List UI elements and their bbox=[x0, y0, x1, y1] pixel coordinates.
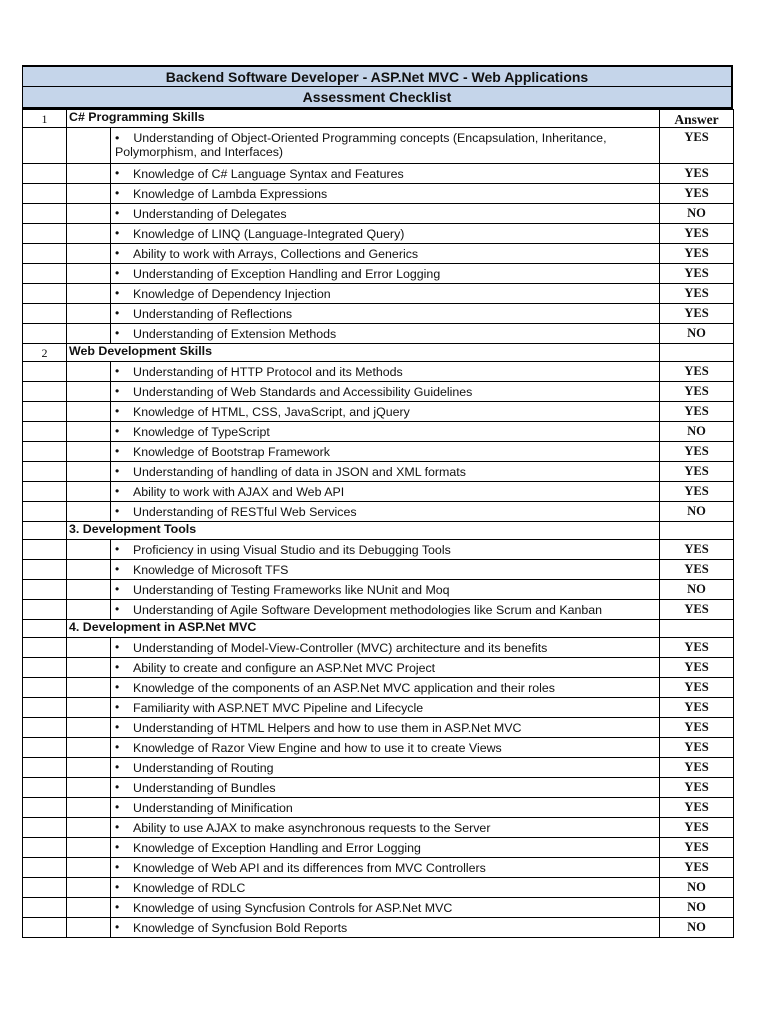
checklist-item bbox=[111, 402, 660, 422]
bullet-icon: • bbox=[115, 504, 120, 518]
number-cell bbox=[23, 818, 67, 838]
bullet-icon: • bbox=[115, 206, 120, 220]
indent-cell bbox=[67, 502, 111, 522]
indent-cell bbox=[67, 164, 111, 184]
item-text: Knowledge of C# Language Syntax and Features bbox=[133, 167, 404, 181]
table-row bbox=[23, 324, 734, 344]
table-row bbox=[23, 878, 734, 898]
bullet-icon: • bbox=[115, 800, 120, 814]
indent-cell bbox=[67, 482, 111, 502]
bullet-icon: • bbox=[115, 760, 120, 774]
indent-cell bbox=[67, 224, 111, 244]
table-row bbox=[23, 818, 734, 838]
table-row bbox=[23, 244, 734, 264]
item-text: Ability to work with Arrays, Collections and Generics bbox=[133, 247, 419, 261]
bullet-icon: • bbox=[115, 840, 120, 854]
answer-cell: YES bbox=[660, 264, 734, 284]
table-row bbox=[23, 184, 734, 204]
item-text: Understanding of HTTP Protocol and its Methods bbox=[133, 365, 403, 379]
number-cell bbox=[23, 718, 67, 738]
indent-cell bbox=[67, 580, 111, 600]
item-text: Knowledge of Web API and its differences from MVC Controllers bbox=[133, 861, 486, 875]
item-text: Understanding of handling of data in JSON and XML formats bbox=[133, 465, 466, 479]
bullet-icon: • bbox=[115, 562, 120, 576]
answer-cell: YES bbox=[660, 818, 734, 838]
item-text: Understanding of Extension Methods bbox=[133, 327, 337, 341]
checklist-item bbox=[111, 382, 660, 402]
document-subtitle: Assessment Checklist bbox=[22, 87, 733, 109]
checklist-item bbox=[111, 204, 660, 224]
table-row bbox=[23, 304, 734, 324]
bullet-icon: • bbox=[115, 306, 120, 320]
checklist-item bbox=[111, 658, 660, 678]
bullet-icon: • bbox=[115, 820, 120, 834]
number-cell bbox=[23, 128, 67, 164]
indent-cell bbox=[67, 838, 111, 858]
section-number bbox=[23, 620, 67, 638]
checklist-body bbox=[23, 110, 734, 938]
bullet-icon: • bbox=[115, 246, 120, 260]
table-row bbox=[23, 838, 734, 858]
indent-cell bbox=[67, 878, 111, 898]
answer-cell: NO bbox=[660, 422, 734, 442]
number-cell bbox=[23, 402, 67, 422]
answer-cell: YES bbox=[660, 284, 734, 304]
checklist-item bbox=[111, 502, 660, 522]
table-row bbox=[23, 422, 734, 442]
indent-cell bbox=[67, 818, 111, 838]
indent-cell bbox=[67, 858, 111, 878]
answer-cell: YES bbox=[660, 658, 734, 678]
checklist-item bbox=[111, 738, 660, 758]
answer-cell: YES bbox=[660, 382, 734, 402]
bullet-icon: • bbox=[115, 326, 120, 340]
table-row bbox=[23, 898, 734, 918]
table-row bbox=[23, 580, 734, 600]
section-number: 2 bbox=[23, 344, 67, 362]
table-row bbox=[23, 362, 734, 382]
table-row bbox=[23, 128, 734, 164]
answer-cell: YES bbox=[660, 128, 734, 164]
table-row bbox=[23, 698, 734, 718]
number-cell bbox=[23, 738, 67, 758]
indent-cell bbox=[67, 402, 111, 422]
item-text: Ability to create and configure an ASP.Net MVC Project bbox=[133, 661, 436, 675]
indent-cell bbox=[67, 362, 111, 382]
number-cell bbox=[23, 838, 67, 858]
answer-cell: YES bbox=[660, 858, 734, 878]
table-row bbox=[23, 798, 734, 818]
indent-cell bbox=[67, 778, 111, 798]
indent-cell bbox=[67, 678, 111, 698]
checklist-item bbox=[111, 422, 660, 442]
number-cell bbox=[23, 204, 67, 224]
section-header-row bbox=[23, 110, 734, 128]
number-cell bbox=[23, 164, 67, 184]
answer-cell: YES bbox=[660, 402, 734, 422]
checklist-item bbox=[111, 798, 660, 818]
checklist-item bbox=[111, 918, 660, 938]
item-text: Understanding of Object-Oriented Programming concepts (Encapsulation, Inheritance, Polymorphism, and Interfaces) bbox=[115, 131, 607, 159]
checklist-item bbox=[111, 600, 660, 620]
bullet-icon: • bbox=[115, 424, 120, 438]
checklist-item bbox=[111, 224, 660, 244]
table-row bbox=[23, 482, 734, 502]
number-cell bbox=[23, 798, 67, 818]
answer-cell: YES bbox=[660, 560, 734, 580]
indent-cell bbox=[67, 540, 111, 560]
bullet-icon: • bbox=[115, 720, 120, 734]
indent-cell bbox=[67, 442, 111, 462]
item-text: Understanding of Routing bbox=[133, 761, 274, 775]
answer-cell: YES bbox=[660, 482, 734, 502]
table-row bbox=[23, 658, 734, 678]
indent-cell bbox=[67, 304, 111, 324]
answer-cell: YES bbox=[660, 164, 734, 184]
item-text: Knowledge of Lambda Expressions bbox=[133, 187, 328, 201]
indent-cell bbox=[67, 382, 111, 402]
number-cell bbox=[23, 698, 67, 718]
checklist-item bbox=[111, 482, 660, 502]
number-cell bbox=[23, 442, 67, 462]
table-row bbox=[23, 382, 734, 402]
answer-cell: YES bbox=[660, 462, 734, 482]
table-row bbox=[23, 164, 734, 184]
section-title: 4. Development in ASP.Net MVC bbox=[67, 620, 660, 638]
bullet-icon: • bbox=[115, 131, 120, 145]
answer-cell: YES bbox=[660, 698, 734, 718]
checklist-item bbox=[111, 818, 660, 838]
checklist-item bbox=[111, 244, 660, 264]
bullet-icon: • bbox=[115, 266, 120, 280]
item-text: Knowledge of the components of an ASP.Net MVC application and their roles bbox=[133, 681, 555, 695]
answer-cell: NO bbox=[660, 898, 734, 918]
number-cell bbox=[23, 304, 67, 324]
indent-cell bbox=[67, 204, 111, 224]
number-cell bbox=[23, 382, 67, 402]
indent-cell bbox=[67, 758, 111, 778]
indent-cell bbox=[67, 718, 111, 738]
item-text: Understanding of Testing Frameworks like NUnit and Moq bbox=[133, 583, 450, 597]
answer-cell: YES bbox=[660, 678, 734, 698]
checklist-table bbox=[22, 109, 734, 938]
item-text: Understanding of Delegates bbox=[133, 207, 287, 221]
bullet-icon: • bbox=[115, 700, 120, 714]
checklist-item bbox=[111, 184, 660, 204]
bullet-icon: • bbox=[115, 226, 120, 240]
section-header-row bbox=[23, 620, 734, 638]
checklist-item bbox=[111, 560, 660, 580]
indent-cell bbox=[67, 324, 111, 344]
table-row bbox=[23, 678, 734, 698]
item-text: Knowledge of LINQ (Language-Integrated Query) bbox=[133, 227, 405, 241]
section-header-row bbox=[23, 344, 734, 362]
indent-cell bbox=[67, 698, 111, 718]
number-cell bbox=[23, 284, 67, 304]
indent-cell bbox=[67, 918, 111, 938]
number-cell bbox=[23, 918, 67, 938]
checklist-item bbox=[111, 324, 660, 344]
item-text: Knowledge of TypeScript bbox=[133, 425, 270, 439]
bullet-icon: • bbox=[115, 582, 120, 596]
table-row bbox=[23, 204, 734, 224]
section-number bbox=[23, 522, 67, 540]
item-text: Knowledge of Bootstrap Framework bbox=[133, 445, 330, 459]
item-text: Understanding of Web Standards and Accessibility Guidelines bbox=[133, 385, 473, 399]
indent-cell bbox=[67, 462, 111, 482]
bullet-icon: • bbox=[115, 364, 120, 378]
table-row bbox=[23, 600, 734, 620]
checklist-item bbox=[111, 898, 660, 918]
number-cell bbox=[23, 678, 67, 698]
table-row bbox=[23, 284, 734, 304]
item-text: Ability to work with AJAX and Web API bbox=[133, 485, 345, 499]
number-cell bbox=[23, 502, 67, 522]
checklist-item bbox=[111, 758, 660, 778]
table-row bbox=[23, 858, 734, 878]
item-text: Understanding of Model-View-Controller (MVC) architecture and its benefits bbox=[133, 641, 548, 655]
document-title: Backend Software Developer - ASP.Net MVC - Web Applications bbox=[22, 65, 733, 87]
checklist-sheet bbox=[22, 65, 733, 938]
bullet-icon: • bbox=[115, 880, 120, 894]
indent-cell bbox=[67, 638, 111, 658]
table-row bbox=[23, 918, 734, 938]
table-row bbox=[23, 442, 734, 462]
number-cell bbox=[23, 600, 67, 620]
checklist-item bbox=[111, 638, 660, 658]
bullet-icon: • bbox=[115, 680, 120, 694]
indent-cell bbox=[67, 738, 111, 758]
section-answer-cell bbox=[660, 620, 734, 638]
item-text: Knowledge of Syncfusion Bold Reports bbox=[133, 921, 348, 935]
bullet-icon: • bbox=[115, 484, 120, 498]
number-cell bbox=[23, 462, 67, 482]
table-row bbox=[23, 738, 734, 758]
number-cell bbox=[23, 758, 67, 778]
answer-cell: YES bbox=[660, 224, 734, 244]
number-cell bbox=[23, 540, 67, 560]
table-row bbox=[23, 638, 734, 658]
answer-cell: YES bbox=[660, 798, 734, 818]
item-text: Understanding of Agile Software Development methodologies like Scrum and Kanban bbox=[133, 603, 603, 617]
table-row bbox=[23, 224, 734, 244]
item-text: Knowledge of Razor View Engine and how to use it to create Views bbox=[133, 741, 502, 755]
answer-cell: YES bbox=[660, 738, 734, 758]
section-number: 1 bbox=[23, 110, 67, 128]
answer-cell: YES bbox=[660, 244, 734, 264]
item-text: Understanding of HTML Helpers and how to use them in ASP.Net MVC bbox=[133, 721, 522, 735]
answer-cell: YES bbox=[660, 442, 734, 462]
indent-cell bbox=[67, 560, 111, 580]
checklist-item bbox=[111, 778, 660, 798]
indent-cell bbox=[67, 798, 111, 818]
indent-cell bbox=[67, 184, 111, 204]
answer-cell: NO bbox=[660, 204, 734, 224]
checklist-item bbox=[111, 362, 660, 382]
section-header-row bbox=[23, 522, 734, 540]
indent-cell bbox=[67, 244, 111, 264]
number-cell bbox=[23, 898, 67, 918]
table-row bbox=[23, 560, 734, 580]
number-cell bbox=[23, 422, 67, 442]
bullet-icon: • bbox=[115, 286, 120, 300]
bullet-icon: • bbox=[115, 542, 120, 556]
table-row bbox=[23, 718, 734, 738]
answer-cell: YES bbox=[660, 600, 734, 620]
answer-cell: YES bbox=[660, 778, 734, 798]
section-title: 3. Development Tools bbox=[67, 522, 660, 540]
table-row bbox=[23, 402, 734, 422]
checklist-item bbox=[111, 304, 660, 324]
checklist-item bbox=[111, 128, 660, 164]
indent-cell bbox=[67, 422, 111, 442]
checklist-item bbox=[111, 580, 660, 600]
answer-cell: YES bbox=[660, 758, 734, 778]
item-text: Understanding of Bundles bbox=[133, 781, 276, 795]
checklist-item bbox=[111, 442, 660, 462]
answer-cell: YES bbox=[660, 638, 734, 658]
bullet-icon: • bbox=[115, 860, 120, 874]
item-text: Understanding of Minification bbox=[133, 801, 293, 815]
item-text: Knowledge of RDLC bbox=[133, 881, 246, 895]
section-answer-cell bbox=[660, 522, 734, 540]
bullet-icon: • bbox=[115, 464, 120, 478]
bullet-icon: • bbox=[115, 384, 120, 398]
number-cell bbox=[23, 658, 67, 678]
number-cell bbox=[23, 878, 67, 898]
answer-cell: YES bbox=[660, 184, 734, 204]
number-cell bbox=[23, 858, 67, 878]
checklist-item bbox=[111, 164, 660, 184]
item-text: Ability to use AJAX to make asynchronous requests to the Server bbox=[133, 821, 491, 835]
checklist-item bbox=[111, 540, 660, 560]
table-row bbox=[23, 462, 734, 482]
number-cell bbox=[23, 184, 67, 204]
number-cell bbox=[23, 580, 67, 600]
answer-cell: YES bbox=[660, 540, 734, 560]
answer-cell: YES bbox=[660, 304, 734, 324]
item-text: Understanding of RESTful Web Services bbox=[133, 505, 357, 519]
table-row bbox=[23, 758, 734, 778]
number-cell bbox=[23, 560, 67, 580]
checklist-item bbox=[111, 678, 660, 698]
answer-cell: YES bbox=[660, 362, 734, 382]
table-row bbox=[23, 264, 734, 284]
item-text: Knowledge of Exception Handling and Error Logging bbox=[133, 841, 421, 855]
section-title: C# Programming Skills bbox=[67, 110, 660, 128]
checklist-item bbox=[111, 284, 660, 304]
bullet-icon: • bbox=[115, 780, 120, 794]
bullet-icon: • bbox=[115, 404, 120, 418]
item-text: Knowledge of HTML, CSS, JavaScript, and jQuery bbox=[133, 405, 410, 419]
bullet-icon: • bbox=[115, 602, 120, 616]
checklist-item bbox=[111, 462, 660, 482]
number-cell bbox=[23, 324, 67, 344]
indent-cell bbox=[67, 600, 111, 620]
answer-cell: NO bbox=[660, 324, 734, 344]
indent-cell bbox=[67, 128, 111, 164]
number-cell bbox=[23, 778, 67, 798]
checklist-item bbox=[111, 878, 660, 898]
checklist-item bbox=[111, 838, 660, 858]
indent-cell bbox=[67, 284, 111, 304]
indent-cell bbox=[67, 264, 111, 284]
table-row bbox=[23, 540, 734, 560]
bullet-icon: • bbox=[115, 920, 120, 934]
item-text: Proficiency in using Visual Studio and its Debugging Tools bbox=[133, 543, 451, 557]
checklist-item bbox=[111, 698, 660, 718]
item-text: Knowledge of Microsoft TFS bbox=[133, 563, 289, 577]
bullet-icon: • bbox=[115, 186, 120, 200]
bullet-icon: • bbox=[115, 660, 120, 674]
bullet-icon: • bbox=[115, 900, 120, 914]
bullet-icon: • bbox=[115, 166, 120, 180]
bullet-icon: • bbox=[115, 740, 120, 754]
answer-cell: NO bbox=[660, 918, 734, 938]
item-text: Knowledge of using Syncfusion Controls for ASP.Net MVC bbox=[133, 901, 453, 915]
number-cell bbox=[23, 482, 67, 502]
section-title: Web Development Skills bbox=[67, 344, 660, 362]
checklist-item bbox=[111, 718, 660, 738]
item-text: Knowledge of Dependency Injection bbox=[133, 287, 331, 301]
section-answer-cell bbox=[660, 344, 734, 362]
bullet-icon: • bbox=[115, 640, 120, 654]
indent-cell bbox=[67, 898, 111, 918]
item-text: Familiarity with ASP.NET MVC Pipeline and Lifecycle bbox=[133, 701, 424, 715]
item-text: Understanding of Reflections bbox=[133, 307, 293, 321]
answer-cell: NO bbox=[660, 878, 734, 898]
table-row bbox=[23, 502, 734, 522]
answer-cell: NO bbox=[660, 502, 734, 522]
answer-cell: YES bbox=[660, 838, 734, 858]
number-cell bbox=[23, 362, 67, 382]
bullet-icon: • bbox=[115, 444, 120, 458]
table-row bbox=[23, 778, 734, 798]
answer-cell: NO bbox=[660, 580, 734, 600]
checklist-item bbox=[111, 858, 660, 878]
answer-column-header: Answer bbox=[660, 110, 734, 128]
number-cell bbox=[23, 638, 67, 658]
item-text: Understanding of Exception Handling and Error Logging bbox=[133, 267, 441, 281]
indent-cell bbox=[67, 658, 111, 678]
number-cell bbox=[23, 264, 67, 284]
number-cell bbox=[23, 224, 67, 244]
number-cell bbox=[23, 244, 67, 264]
checklist-item bbox=[111, 264, 660, 284]
answer-cell: YES bbox=[660, 718, 734, 738]
